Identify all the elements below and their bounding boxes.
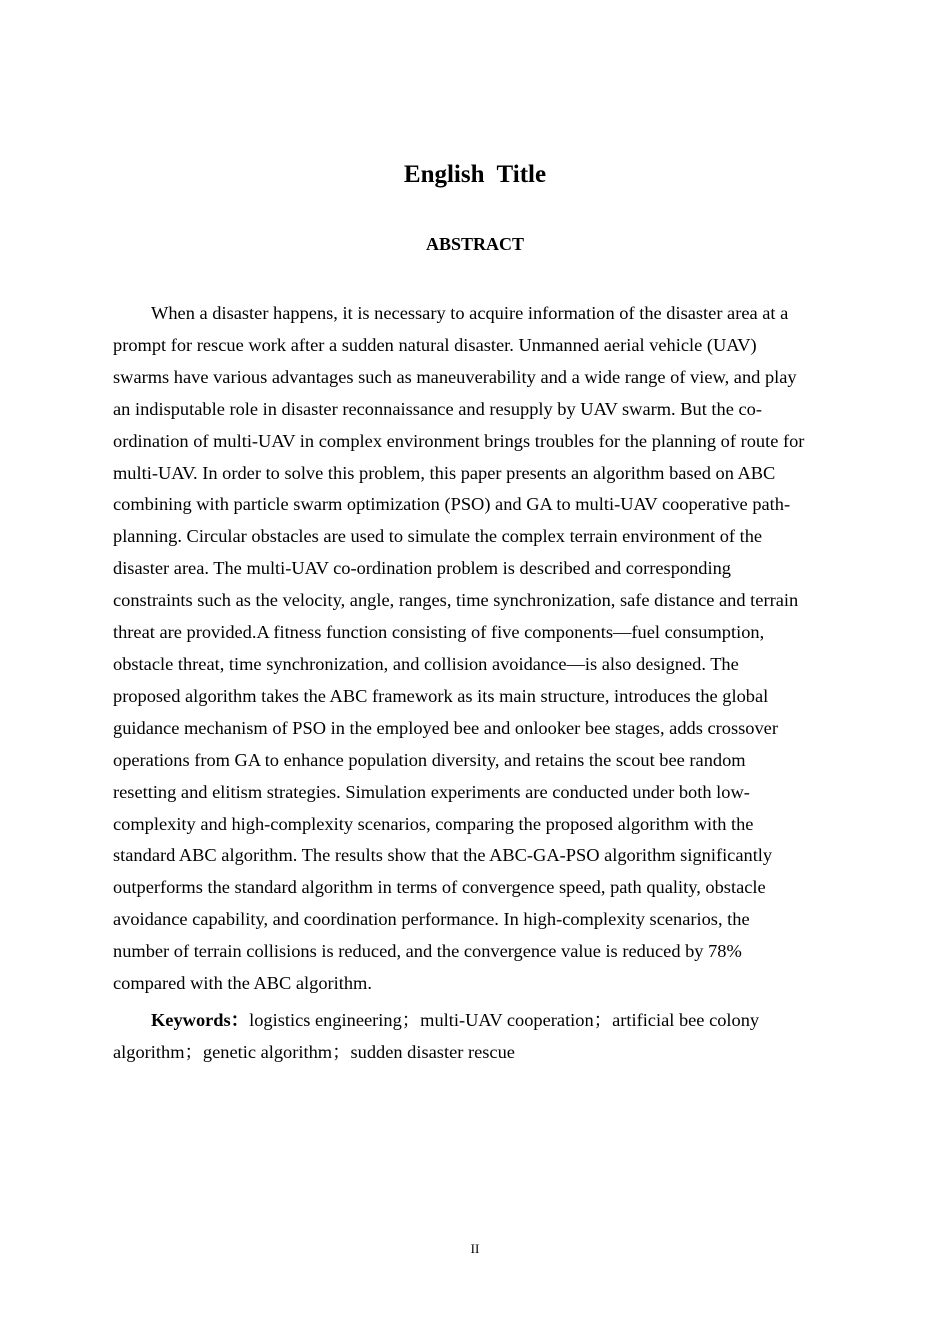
page-number: II [470,1241,480,1256]
abstract-line: avoidance capability, and coordination performance. In high-complexity scenarios, the [113,909,750,930]
abstract-line: swarms have various advantages such as maneuverability and a wide range of view, and play [113,366,797,387]
abstract-line: compared with the ABC algorithm. [113,973,372,994]
abstract-line: an indisputable role in disaster reconnaissance and resupply by UAV swarm. But the co- [113,398,762,419]
abstract-line: When a disaster happens, it is necessary to acquire information of the disaster area at a [151,303,789,323]
keywords-label: Keywords： [151,1010,250,1030]
abstract-line: proposed algorithm takes the ABC framework as its main structure, introduces the global [113,685,769,706]
keywords-line-1 [113,1005,843,1037]
abstract-line: constraints such as the velocity, angle, ranges, time synchronization, safe distance and terrain [113,590,799,611]
abstract-line: complexity and high-complexity scenarios, comparing the proposed algorithm with the [113,813,754,834]
keywords-text-1: logistics engineering；multi-UAV cooperation；artificial bee colony [249,1010,760,1030]
abstract-line: standard ABC algorithm. The results show that the ABC-GA-PSO algorithm significantly [113,845,773,866]
abstract-line: outperforms the standard algorithm in terms of convergence speed, path quality, obstacle [113,877,766,898]
abstract-line: resetting and elitism strategies. Simulation experiments are conducted under both low- [113,781,750,802]
abstract-line: operations from GA to enhance population diversity, and retains the scout bee random [113,749,746,770]
abstract-line: ordination of multi-UAV in complex environment brings troubles for the planning of route for [113,430,805,451]
abstract-line: combining with particle swarm optimization (PSO) and GA to multi-UAV cooperative path- [113,494,791,515]
abstract-heading: ABSTRACT [425,234,525,254]
abstract-body [113,298,843,1000]
keywords-text-2: algorithm；genetic algorithm；sudden disaster rescue [113,1041,515,1062]
keywords-block [113,1005,843,1069]
abstract-line: planning. Circular obstacles are used to simulate the complex terrain environment of the [113,526,763,547]
abstract-line: multi-UAV. In order to solve this problem, this paper presents an algorithm based on ABC [113,462,776,483]
document-title: English Title [403,161,547,188]
abstract-line: disaster area. The multi-UAV co-ordination problem is described and corresponding [113,558,731,579]
abstract-line: number of terrain collisions is reduced, and the convergence value is reduced by 78% [113,941,742,962]
abstract-line: obstacle threat, time synchronization, and collision avoidance—is also designed. The [113,653,739,674]
abstract-line: guidance mechanism of PSO in the employed bee and onlooker bee stages, adds crossover [113,717,778,738]
abstract-line: threat are provided.A fitness function consisting of five components—fuel consumption, [113,622,765,643]
abstract-line: prompt for rescue work after a sudden natural disaster. Unmanned aerial vehicle (UAV) [113,334,757,355]
